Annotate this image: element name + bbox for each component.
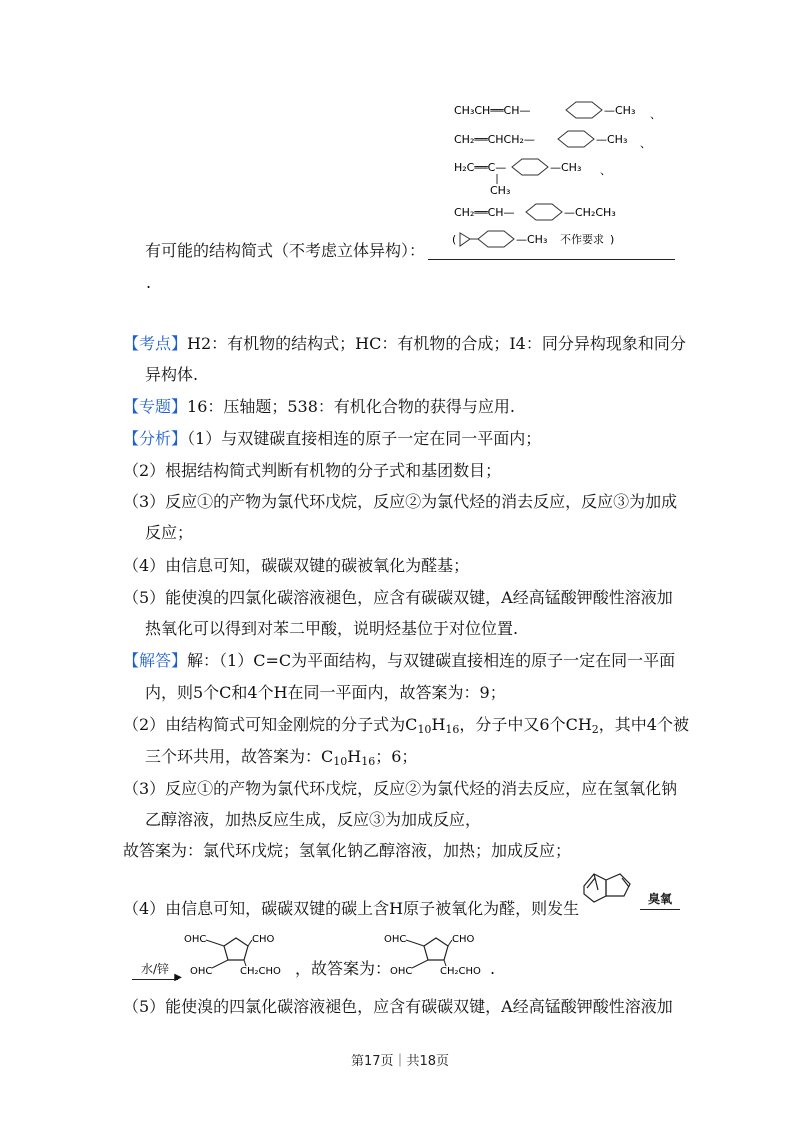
subscript: 10: [333, 755, 348, 768]
subscript: 16: [361, 755, 376, 768]
fenxi-line-2: （2）根据结构简式判断有机物的分子式和基团数目；: [123, 461, 502, 480]
jieda-line-9-mid: ，故答案为：: [295, 959, 392, 978]
jieda-line-9-end: .: [490, 959, 496, 978]
jieda-line-10: （5）能使溴的四氯化碳溶液褪色，应含有碳碳双键，A经高锰酸钾酸性溶液加: [123, 997, 673, 1016]
arrow-label-zinc: 水/锌: [140, 962, 170, 976]
benzene-ring: [512, 159, 548, 175]
reaction-arrow-bottom: [132, 958, 182, 983]
fenxi-line-5: （5）能使溴的四氯化碳溶液褪色，应含有碳碳双键，A经高锰酸钾酸性溶液加: [123, 588, 673, 607]
jieda-line-3: [123, 714, 689, 741]
cho-label: CHO: [252, 934, 275, 945]
structure-4-right: —CH₂CH₃: [564, 206, 616, 219]
reaction-arrow-top: [640, 888, 680, 910]
fenxi-line-5b: 热氧化可以得到对苯二甲酸，说明烃基位于对位位置.: [145, 619, 519, 638]
structure-1-sep: 、: [650, 108, 661, 121]
jieda-l3-a: （2）由结构简式可知金刚烷的分子式为C: [123, 715, 418, 734]
answer-blank-line: [428, 259, 675, 260]
subscript: 10: [417, 723, 432, 736]
ch2cho-label: CH₂CHO: [440, 966, 481, 977]
structure-5-paren: (: [452, 233, 457, 246]
jieda-l4-a: 三个环共用，故答案为：C: [145, 747, 334, 766]
fenxi-line-3b: 反应；: [145, 523, 194, 542]
zhuanti-text: 16：压轴题；538：有机化合物的获得与应用.: [187, 397, 516, 416]
benzene-ring: [558, 131, 594, 147]
page-footer: 第17页｜共18页: [350, 1054, 450, 1069]
arrow-shaft: [132, 972, 182, 983]
arrow-line: [640, 909, 680, 910]
jieda-line-1: [123, 650, 675, 672]
cho-label: OHC: [190, 966, 213, 977]
fenxi-line-4: （4）由信息可知，碳碳双键的碳被氧化为醛基；: [123, 556, 470, 575]
structure-2-sep: 、: [640, 137, 651, 150]
kaodian-line-2: 异构体.: [145, 365, 199, 384]
cho-label: OHC: [384, 934, 407, 945]
structure-block: [450, 98, 680, 258]
structure-2-left: CH₂══CHCH₂—: [454, 133, 535, 146]
arrowhead-icon: ▶: [174, 972, 182, 983]
fenxi-line-3: （3）反应①的产物为氯代环戊烷，反应②为氯代烃的消去反应，反应③为加成: [123, 492, 678, 511]
jieda-line-4: [145, 746, 417, 773]
cho-label: CHO: [452, 934, 475, 945]
jieda-line-8: （4）由信息可知，碳碳双键的碳上含H原子被氧化为醛，则发生: [123, 899, 580, 918]
jieda-l3-b: H: [431, 715, 446, 734]
structure-drawing: [450, 98, 680, 258]
cho-label: OHC: [184, 934, 207, 945]
subscript: 2: [591, 723, 599, 736]
jieda-l3-d: ，其中4个被: [598, 715, 689, 734]
kaodian-tag: 【考点】: [123, 334, 188, 353]
benzene-ring: [566, 102, 602, 118]
zhuanti-tag: 【专题】: [123, 397, 188, 416]
product-structure-2: [382, 928, 492, 980]
cho-label: OHC: [390, 966, 413, 977]
structure-1-right: —CH₃: [604, 104, 636, 117]
product-structure-1: [182, 928, 292, 980]
fenxi-tag: 【分析】: [123, 429, 188, 448]
structure-5-note: 不作要求: [560, 233, 604, 246]
dicyclopentadiene-structure: [578, 866, 638, 916]
structure-3-sep: 、: [600, 164, 611, 177]
jieda-line-6: 乙醇溶液，加热反应生成，反应③为加成反应，: [145, 810, 482, 829]
structure-3-branch: CH₃: [490, 184, 511, 197]
fenxi-text-1: （1）与双键碳直接相连的原子一定在同一平面内；: [187, 429, 542, 448]
jieda-tag: 【解答】: [123, 651, 188, 670]
jieda-line-2: 内，则5个C和4个H在同一平面内，故答案为：9；: [145, 683, 506, 702]
jieda-l3-c: ，分子中又6个CH: [459, 715, 592, 734]
structure-5-paren-close: ): [610, 233, 615, 246]
benzene-ring: [526, 204, 562, 220]
ch2cho-label: CH₂CHO: [240, 966, 281, 977]
benzene-ring: [478, 231, 514, 247]
structure-3-left: H₂C══C—: [454, 161, 507, 174]
structure-4-left: CH₂══CH—: [454, 206, 515, 219]
structure-3-right: —CH₃: [550, 161, 582, 174]
jieda-line-5: （3）反应①的产物为氯代环戊烷，反应②为氯代烃的消去反应，应在氢氧化钠: [123, 779, 678, 798]
subscript: 16: [445, 723, 460, 736]
structure-2-right: —CH₃: [596, 133, 628, 146]
jieda-l4-c: ；6；: [375, 747, 418, 766]
intro-text: 有可能的结构简式（不考虑立体异构）：: [145, 241, 426, 260]
arrow-label-ozone: 臭氧: [647, 892, 672, 906]
fenxi-line-1: [123, 428, 541, 450]
jieda-l4-b: H: [347, 747, 362, 766]
structure-5-right: —CH₃: [516, 233, 548, 246]
intro-period: .: [146, 273, 152, 292]
jieda-text-1: 解：（1）C=C为平面结构，与双键碳直接相连的原子一定在同一平面: [187, 651, 676, 670]
structure-1-left: CH₃CH══CH—: [454, 104, 531, 117]
kaodian-line-1: [123, 333, 686, 355]
cyclopropyl-ring: [460, 233, 470, 246]
kaodian-text: H2：有机物的结构式；HC：有机物的合成；I4：同分异构现象和同分: [187, 334, 686, 353]
zhuanti-line: [123, 396, 515, 418]
jieda-line-7: 故答案为：氯代环戊烷；氢氧化钠乙醇溶液，加热；加成反应；: [123, 841, 572, 860]
